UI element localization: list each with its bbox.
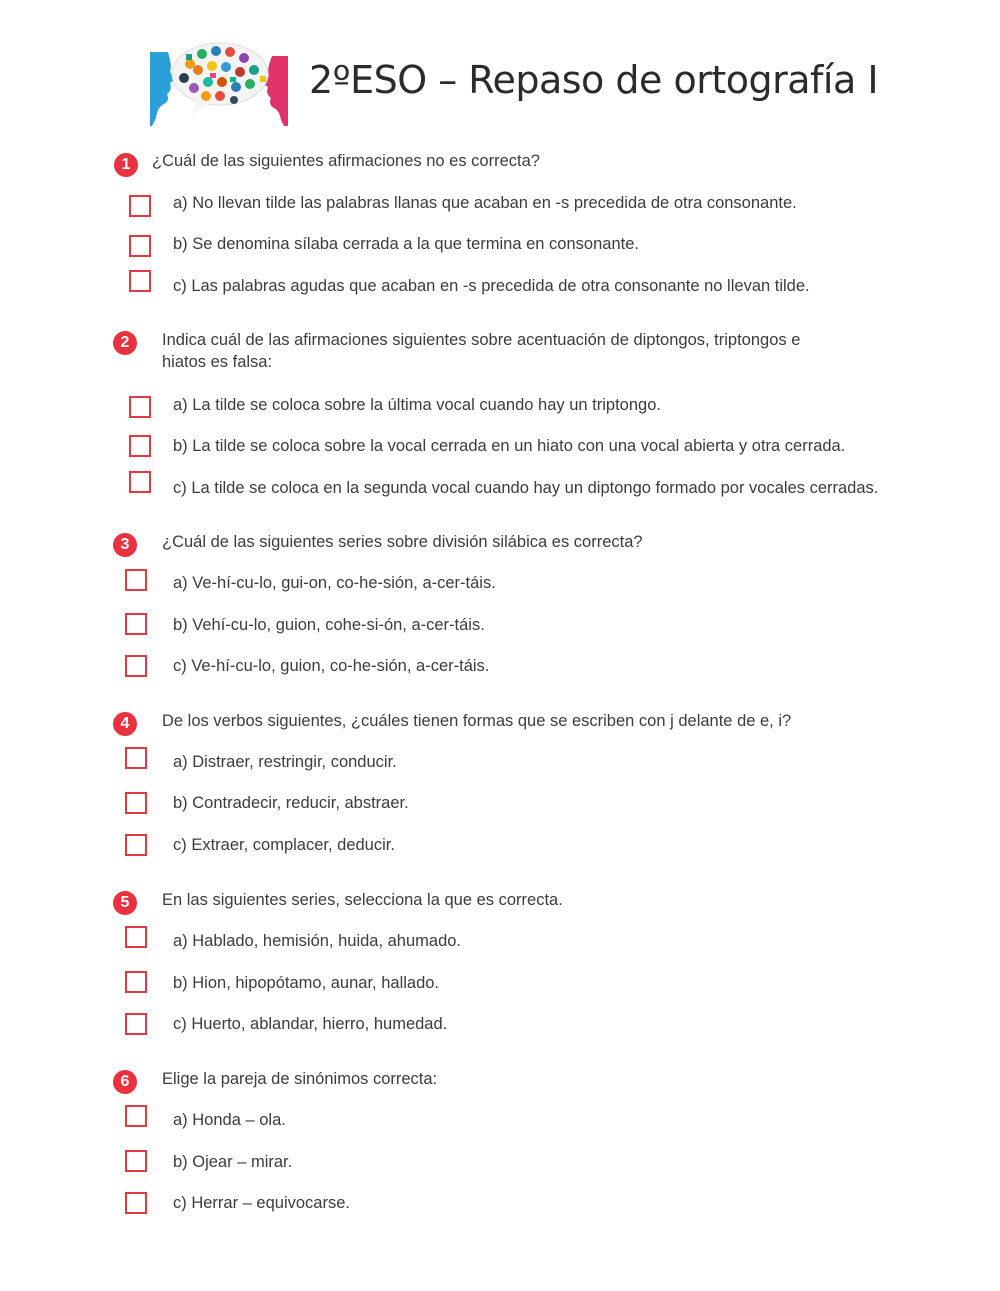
- question-text: ¿Cuál de las siguientes series sobre división silábica es correcta?: [162, 533, 643, 551]
- answer-checkbox[interactable]: [125, 613, 147, 635]
- answer-option: b) Se denomina sílaba cerrada a la que termina en consonante.: [173, 235, 639, 253]
- answer-checkbox[interactable]: [129, 195, 151, 217]
- answer-checkbox[interactable]: [125, 1013, 147, 1035]
- answer-checkbox[interactable]: [125, 655, 147, 677]
- page-title: 2ºESO – Repaso de ortografía I: [309, 58, 879, 102]
- answer-checkbox[interactable]: [125, 971, 147, 993]
- question-text: En las siguientes series, selecciona la que es correcta.: [162, 891, 563, 909]
- answer-checkbox[interactable]: [125, 792, 147, 814]
- question-number-badge: 3: [113, 533, 137, 557]
- answer-checkbox[interactable]: [125, 569, 147, 591]
- answer-option: a) Honda – ola.: [173, 1111, 286, 1129]
- answer-option: c) Las palabras agudas que acaban en -s precedida de otra consonante no llevan tilde.: [173, 277, 810, 295]
- answer-option: a) Hablado, hemisión, huida, ahumado.: [173, 932, 462, 950]
- answer-option: a) No llevan tilde las palabras llanas que acaban en -s precedida de otra consonante.: [173, 194, 797, 212]
- question-text: De los verbos siguientes, ¿cuáles tienen formas que se escriben con j delante de e, i?: [162, 712, 792, 730]
- answer-checkbox[interactable]: [125, 926, 147, 948]
- answer-checkbox[interactable]: [129, 435, 151, 457]
- question-number-badge: 4: [113, 712, 137, 736]
- question-text-line: hiatos es falsa:: [162, 353, 273, 371]
- answer-checkbox[interactable]: [129, 235, 151, 257]
- question-number-badge: 6: [113, 1070, 137, 1094]
- answer-option: b) Ojear – mirar.: [173, 1153, 293, 1171]
- answer-option: a) La tilde se coloca sobre la última vocal cuando hay un triptongo.: [173, 396, 661, 414]
- question-text: ¿Cuál de las siguientes afirmaciones no es correcta?: [152, 152, 540, 170]
- answer-checkbox[interactable]: [125, 834, 147, 856]
- answer-checkbox[interactable]: [125, 1192, 147, 1214]
- answer-option: c) La tilde se coloca en la segunda vocal cuando hay un diptongo formado por vocales cerradas.: [173, 479, 879, 497]
- answer-option: c) Huerto, ablandar, hierro, humedad.: [173, 1015, 448, 1033]
- talking-heads-logo-icon: [148, 40, 290, 128]
- answer-option: b) Hion, hipopótamo, aunar, hallado.: [173, 974, 440, 992]
- answer-option: a) Ve-hí-cu-lo, gui-on, co-he-sión, a-cer-táis.: [173, 574, 496, 592]
- answer-checkbox[interactable]: [129, 471, 151, 493]
- answer-option: c) Ve-hí-cu-lo, guion, co-he-sión, a-cer-táis.: [173, 657, 490, 675]
- question-number-badge: 2: [113, 331, 137, 355]
- answer-option: c) Extraer, complacer, deducir.: [173, 836, 395, 854]
- question-number-badge: 5: [113, 891, 137, 915]
- answer-checkbox[interactable]: [129, 396, 151, 418]
- question-text: Elige la pareja de sinónimos correcta:: [162, 1070, 438, 1088]
- answer-option: c) Herrar – equivocarse.: [173, 1194, 350, 1212]
- answer-checkbox[interactable]: [125, 747, 147, 769]
- answer-option: b) Vehí-cu-lo, guion, cohe-si-ón, a-cer-táis.: [173, 616, 485, 634]
- question-number-badge: 1: [114, 153, 138, 177]
- answer-checkbox[interactable]: [129, 270, 151, 292]
- answer-checkbox[interactable]: [125, 1150, 147, 1172]
- answer-checkbox[interactable]: [125, 1105, 147, 1127]
- answer-option: b) La tilde se coloca sobre la vocal cerrada en un hiato con una vocal abierta y otra cerrada.: [173, 437, 846, 455]
- answer-option: a) Distraer, restringir, conducir.: [173, 753, 397, 771]
- question-text-line: Indica cuál de las afirmaciones siguientes sobre acentuación de diptongos, triptongos e: [162, 331, 801, 349]
- answer-option: b) Contradecir, reducir, abstraer.: [173, 794, 409, 812]
